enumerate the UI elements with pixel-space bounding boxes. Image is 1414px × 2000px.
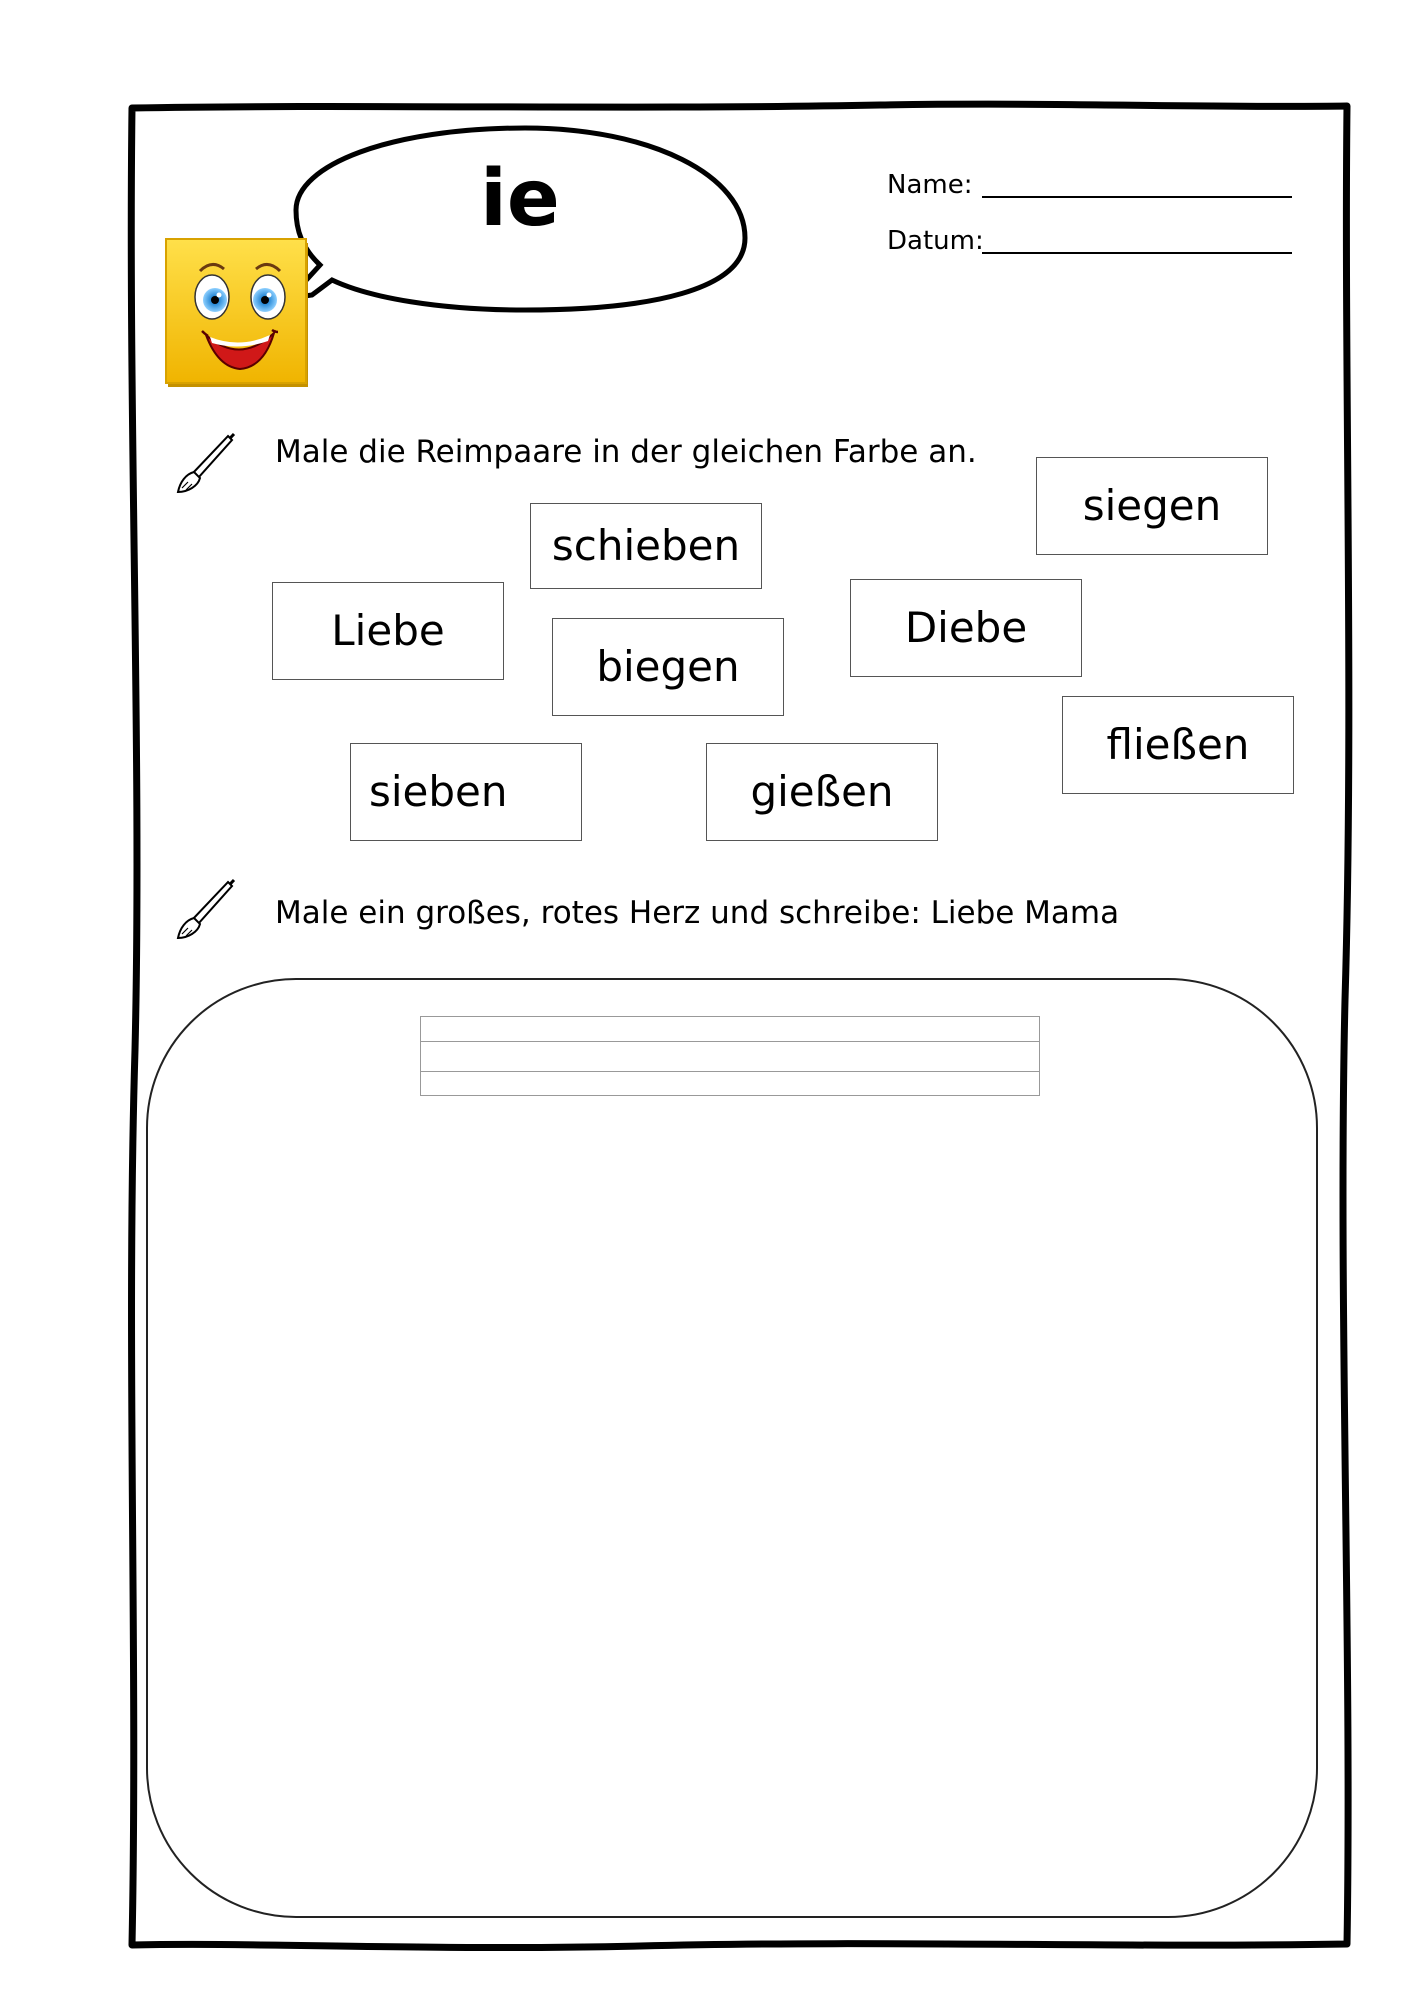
word-card-schieben[interactable] <box>530 503 762 589</box>
name-label: Name: <box>887 170 973 200</box>
word-card-giessen[interactable] <box>706 743 938 841</box>
word-card-label: schieben <box>551 521 741 570</box>
date-field[interactable] <box>982 252 1292 254</box>
word-card-label: sieben <box>369 767 508 816</box>
word-card-label: Liebe <box>331 606 445 655</box>
word-card-siegen[interactable] <box>1036 457 1268 555</box>
date-label: Datum: <box>887 226 984 256</box>
paintbrush-icon <box>172 430 238 496</box>
task2-instruction: Male ein großes, rotes Herz und schreibe: Liebe Mama <box>275 895 1120 931</box>
word-card-label: fließen <box>1106 720 1250 769</box>
speech-bubble-text: ie <box>480 154 560 244</box>
word-card-fliessen[interactable] <box>1062 696 1294 794</box>
name-field[interactable] <box>982 196 1292 198</box>
task1-instruction: Male die Reimpaare in der gleichen Farbe an. <box>275 434 977 470</box>
word-card-diebe[interactable] <box>850 579 1082 677</box>
word-card-label: biegen <box>596 642 740 691</box>
paintbrush-icon <box>172 876 238 942</box>
word-card-liebe[interactable] <box>272 582 504 680</box>
word-card-sieben[interactable] <box>350 743 582 841</box>
word-card-biegen[interactable] <box>552 618 784 716</box>
smiley-face-icon <box>164 237 312 391</box>
writing-lines[interactable] <box>420 1016 1040 1096</box>
drawing-area[interactable] <box>146 978 1318 1918</box>
word-card-label: Diebe <box>904 603 1028 652</box>
word-card-label: gießen <box>750 767 894 816</box>
word-card-label: siegen <box>1082 481 1222 530</box>
